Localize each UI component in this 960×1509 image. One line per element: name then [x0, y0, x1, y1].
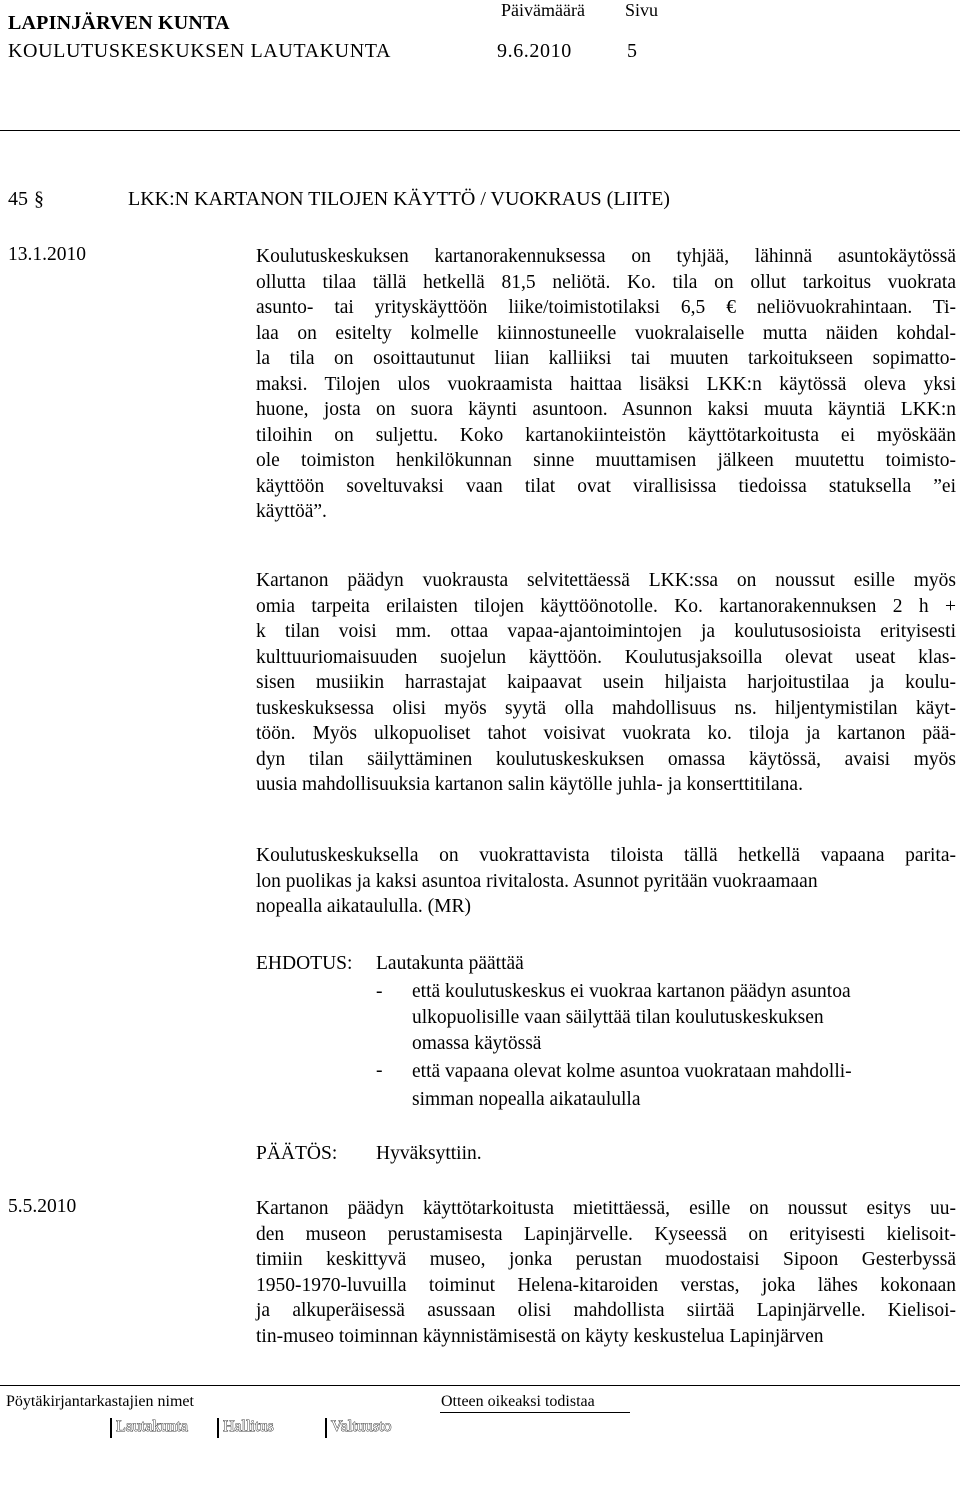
text-line: ja alkuperäisessä asussaan olisi mahdollista siirtää Lapinjärvelle. Kielisoi-: [256, 1300, 956, 1321]
text-line: lon puolikas ja kaksi asuntoa rivitalosta. Asunnot pyritään vuokraamaan: [256, 870, 818, 892]
signature-box-divider: [217, 1418, 219, 1438]
text-line: tuskeskuksessa olisi myös syytä olla mahdollisuus ns. hiljentymistilan käyt-: [256, 697, 956, 719]
text-line: k tilan voisi mm. ottaa vapaa-ajantoimintojen ja koulutusosioista erityisesti: [256, 621, 956, 642]
proposal-item: [412, 1058, 852, 1114]
board-name: KOULUTUSKESKUKSEN LAUTAKUNTA: [8, 40, 392, 62]
decision-label: PÄÄTÖS:: [256, 1143, 338, 1164]
signature-line: [440, 1412, 630, 1413]
text-line: tiloihin on suljettu. Koko kartanokiinteistön käyttötarkoitusta ei myöskään: [256, 424, 956, 446]
footer-body-valtuusto: Valtuusto: [331, 1418, 392, 1435]
text-line: käyttöä”.: [256, 501, 327, 522]
section-mark: §: [34, 188, 44, 210]
proposal-intro: Lautakunta päättää: [376, 953, 524, 974]
text-line: laa on esitelty kolmelle kiinnostuneelle vuokralaiselle mutta näiden kohdal-: [256, 322, 956, 344]
text-line: tin-museo toiminnan käynnistämisestä on käyty keskustelua Lapinjärven: [256, 1325, 824, 1347]
footer-body-hallitus: Hallitus: [223, 1418, 274, 1435]
text-line: kulttuuriomaisuuden suojelun käyttöön. Koulutusjaksoilla olevat useat klas-: [256, 646, 956, 668]
text-line: käyttöön soveltuvaksi vaan tilat ovat virallisissa tiedoissa statuksella ”ei: [256, 475, 956, 497]
footer-body-lautakunta: Lautakunta: [116, 1418, 188, 1435]
proposal-label: EHDOTUS:: [256, 953, 353, 974]
entry-date: 13.1.2010: [8, 244, 86, 265]
org-name: LAPINJÄRVEN KUNTA: [8, 12, 230, 34]
text-line: dyn tilan säilyttäminen koulutuskeskuksen omassa käytössä, avaisi myös: [256, 748, 956, 770]
proposal-dash: -: [376, 981, 383, 1002]
paragraph-1: [256, 244, 956, 525]
meeting-date: 9.6.2010: [497, 40, 572, 62]
text-line: Koulutuskeskuksen kartanorakennuksessa on tyhjää, lähinnä asuntokäytössä: [256, 246, 956, 267]
text-line: Koulutuskeskuksella on vuokrattavista tiloista tällä hetkellä vapaana parita-: [256, 845, 956, 866]
text-line: ollutta tilaa tällä hetkellä 81,5 neliötä. Ko. tila on ollut tarkoitus vuokrata: [256, 271, 956, 293]
decision-text: Hyväksyttiin.: [376, 1143, 482, 1164]
paragraph-2: [256, 568, 956, 798]
proposal-dash: -: [376, 1060, 383, 1081]
text-line: huone, josta on suora käynti asuntoon. Asunnon kaksi muuta käyntiä LKK:n: [256, 399, 956, 420]
certified-label: Otteen oikeaksi todistaa: [441, 1393, 595, 1410]
text-line: asunto- tai yrityskäyttöön liike/toimistotilaksi 6,5 € neliövuokrahintaan. Ti-: [256, 297, 956, 318]
paragraph-4: [256, 1196, 956, 1349]
text-line: että koulutuskeskus ei vuokraa kartanon päädyn asuntoa: [412, 981, 851, 1002]
text-line: uusia mahdollisuuksia kartanon salin käytölle juhla- ja konserttitilana.: [256, 774, 803, 795]
text-line: omia tarpeita erilaisten tilojen käyttöönotolle. Ko. kartanorakennuksen 2 h +: [256, 595, 956, 617]
text-line: Kartanon päädyn vuokrausta selvitettäessä LKK:ssa on noussut esille myös: [256, 570, 956, 591]
signature-box-divider: [110, 1418, 112, 1438]
text-line: la tila on osoittautunut liian kalliiksi tai muuten tarkoitukseen sopimatto-: [256, 348, 956, 369]
text-line: omassa käytössä: [412, 1033, 542, 1054]
proposal-item: [412, 979, 851, 1057]
page-label: Sivu: [625, 0, 659, 20]
text-line: simman nopealla aikataululla: [412, 1089, 641, 1110]
section-number: 45: [8, 188, 28, 210]
entry-date: 5.5.2010: [8, 1196, 77, 1217]
paragraph-3: [256, 843, 956, 920]
signature-box-divider: [325, 1418, 327, 1438]
footer-rule: [0, 1385, 960, 1386]
text-line: ole toimiston henkilökunnan sinne muuttamisen jälkeen muutettu toimisto-: [256, 450, 956, 471]
checkers-label: Pöytäkirjantarkastajien nimet: [6, 1393, 194, 1410]
text-line: että vapaana olevat kolme asuntoa vuokrataan mahdolli-: [412, 1061, 852, 1082]
text-line: sisen musiikin harrastajat kaipaavat usein hiljaista harjoitustilaa ja koulu-: [256, 672, 956, 693]
section-title: LKK:N KARTANON TILOJEN KÄYTTÖ / VUOKRAUS (LIITE): [128, 188, 670, 210]
text-line: timiin keskittyvä museo, jonka perustan muodostaisi Sipoon Gesterbyssä: [256, 1249, 956, 1270]
text-line: maksi. Tilojen ulos vuokraamista haittaa lisäksi LKK:n käytössä oleva yksi: [256, 373, 956, 395]
text-line: nopealla aikataululla. (MR): [256, 896, 471, 917]
text-line: 1950-1970-luvuilla toiminut Helena-kitaroiden verstas, joka lähes kokonaan: [256, 1274, 956, 1296]
text-line: ulkopuolisille vaan säilyttää tilan koulutuskeskuksen: [412, 1007, 824, 1028]
date-label: Päivämäärä: [501, 0, 585, 20]
page-number: 5: [627, 40, 638, 62]
header-rule: [0, 130, 960, 131]
text-line: töön. Myös ulkopuoliset tahot voisivat vuokrata ko. tiloja ja kartanon pää-: [256, 723, 956, 744]
text-line: den museon perustamisesta Lapinjärvelle. Kyseessä on erityisesti kielisoit-: [256, 1223, 956, 1245]
text-line: Kartanon päädyn käyttötarkoitusta mietittäessä, esille on noussut esitys uu-: [256, 1198, 956, 1219]
